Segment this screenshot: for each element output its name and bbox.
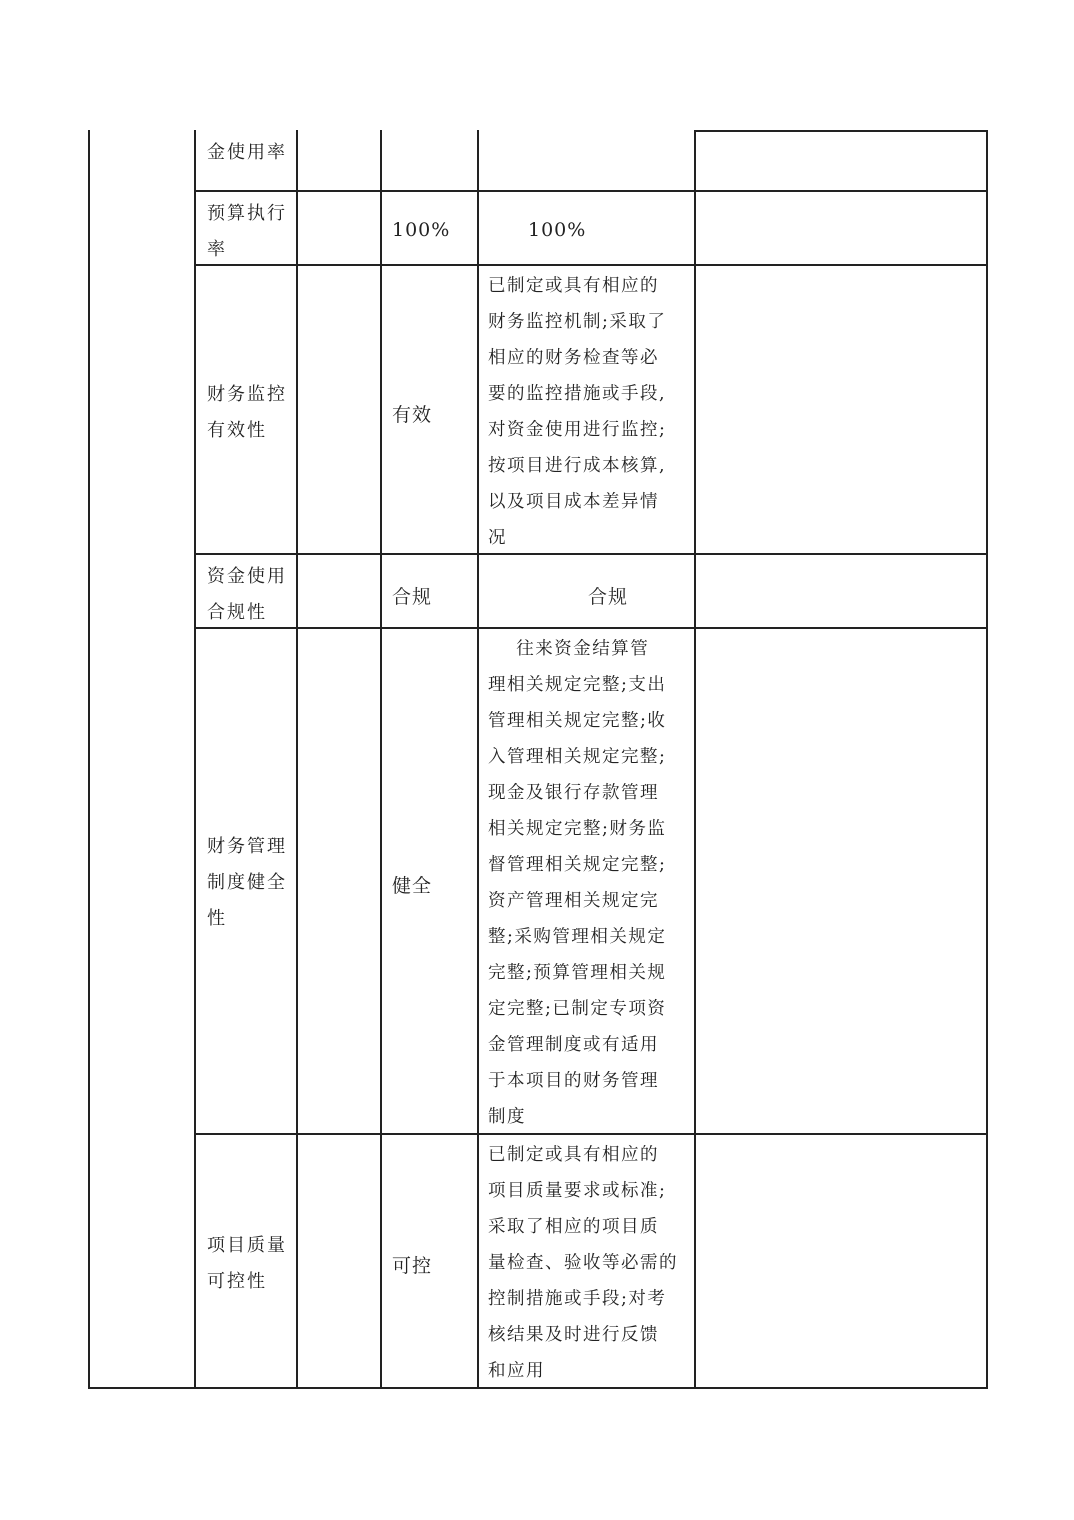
- table-row-divider: [194, 264, 988, 266]
- table-column-divider: [694, 130, 696, 1388]
- target-value-cell: 健全: [392, 875, 433, 897]
- actual-description-cell: 已制定或具有相应的 项目质量要求或标准; 采取了相应的项目质 量检查、验收等必需的 控制措施或手段;对考 核结果及时进行反馈 和应用: [488, 1145, 678, 1381]
- actual-description-cell: 往来资金结算管 理相关规定完整;支出 管理相关规定完整;收 入管理相关规定完整; 现金及银行存款管理 相关规定完整;财务监 督管理相关规定完整; 资产管理相关规定完 整;采购管理相关规定 完整;预算管理相关规 定完整;已制定专项资 金管理制度或有适用 于本项目的财务管理 制度: [488, 639, 667, 1127]
- table-column-divider: [477, 130, 479, 1388]
- table-column-divider: [194, 130, 196, 1388]
- indicator-cell: 预算执行 率: [207, 203, 287, 260]
- indicator-cell: 财务管理 制度健全 性: [207, 836, 287, 929]
- target-value-cell: 可控: [392, 1255, 433, 1277]
- table-border-right: [986, 130, 988, 1388]
- target-value-cell: 合规: [392, 586, 433, 608]
- table-row-divider: [194, 627, 988, 629]
- table-row-divider: [194, 190, 988, 192]
- actual-value-cell: 合规: [588, 586, 629, 608]
- table-column-divider: [296, 130, 298, 1388]
- table-top-border: [694, 130, 988, 132]
- target-value-cell: 100%: [392, 219, 451, 241]
- target-value-cell: 有效: [392, 404, 433, 426]
- table-column-divider: [380, 130, 382, 1388]
- actual-description-cell: 已制定或具有相应的 财务监控机制;采取了 相应的财务检查等必 要的监控措施或手段, 对资金使用进行监控; 按项目进行成本核算, 以及项目成本差异情 况: [488, 276, 667, 548]
- indicator-cell: 财务监控 有效性: [207, 384, 287, 441]
- indicator-cell: 资金使用 合规性: [207, 566, 287, 623]
- table-border-left: [88, 130, 90, 1388]
- indicator-cell: 金使用率: [207, 142, 287, 163]
- indicator-cell: 项目质量 可控性: [207, 1235, 287, 1292]
- actual-value-cell: 100%: [528, 219, 587, 241]
